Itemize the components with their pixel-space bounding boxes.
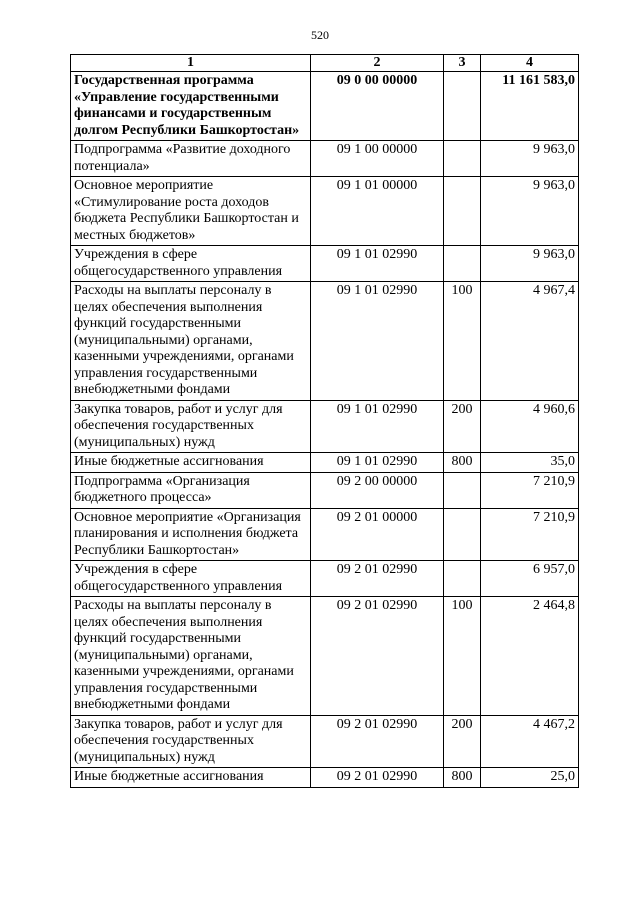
table-row [71,472,579,508]
row-type-cell: 100 [444,597,481,716]
row-name-cell: Основное мероприятие «Организация планирования и исполнения бюджета Республики Башкортостан» [71,508,311,561]
row-name-cell: Иные бюджетные ассигнования [71,453,311,473]
table-body [71,72,579,788]
row-code-cell: 09 2 01 00000 [311,508,444,561]
row-type-cell: 100 [444,282,481,401]
table-row [71,282,579,401]
column-header-name: 1 [71,55,311,72]
row-name-cell: Государственная программа «Управление государственными финансами и государственным долгом Республики Башкортостан» [71,72,311,141]
row-type-cell: 800 [444,768,481,788]
column-header-amount: 4 [481,55,579,72]
row-code-cell: 09 2 01 02990 [311,561,444,597]
row-amount-cell: 4 967,4 [481,282,579,401]
row-name-cell: Учреждения в сфере общегосударственного управления [71,561,311,597]
table-row [71,715,579,768]
row-type-cell: 200 [444,400,481,453]
row-type-cell [444,72,481,141]
row-name-cell: Учреждения в сфере общегосударственного управления [71,246,311,282]
row-code-cell: 09 1 01 02990 [311,453,444,473]
row-type-cell [444,246,481,282]
row-code-cell: 09 2 01 02990 [311,715,444,768]
row-amount-cell: 7 210,9 [481,472,579,508]
row-name-cell: Закупка товаров, работ и услуг для обеспечения государственных (муниципальных) нужд [71,400,311,453]
table-row [71,246,579,282]
row-amount-cell: 2 464,8 [481,597,579,716]
row-name-cell: Основное мероприятие «Стимулирование роста доходов бюджета Республики Башкортостан и местных бюджетов» [71,177,311,246]
row-type-cell [444,472,481,508]
row-name-cell: Подпрограмма «Развитие доходного потенциала» [71,141,311,177]
row-code-cell: 09 1 01 02990 [311,282,444,401]
column-header-type: 3 [444,55,481,72]
table-row [71,453,579,473]
row-amount-cell: 11 161 583,0 [481,72,579,141]
row-code-cell: 09 2 01 02990 [311,768,444,788]
row-type-cell: 800 [444,453,481,473]
row-amount-cell: 35,0 [481,453,579,473]
table-row [71,508,579,561]
table-row [71,597,579,716]
row-code-cell: 09 0 00 00000 [311,72,444,141]
row-amount-cell: 7 210,9 [481,508,579,561]
row-amount-cell: 9 963,0 [481,141,579,177]
row-name-cell: Подпрограмма «Организация бюджетного процесса» [71,472,311,508]
table-row [71,72,579,141]
row-amount-cell: 9 963,0 [481,246,579,282]
row-type-cell: 200 [444,715,481,768]
row-type-cell [444,561,481,597]
column-header-code: 2 [311,55,444,72]
page-number: 520 [311,28,329,42]
table-row [71,768,579,788]
row-amount-cell: 4 467,2 [481,715,579,768]
row-amount-cell: 6 957,0 [481,561,579,597]
table-header-row [71,55,579,72]
row-code-cell: 09 2 00 00000 [311,472,444,508]
row-code-cell: 09 1 01 00000 [311,177,444,246]
row-type-cell [444,141,481,177]
table-row [71,561,579,597]
row-code-cell: 09 1 01 02990 [311,246,444,282]
row-type-cell [444,177,481,246]
table-row [71,177,579,246]
row-name-cell: Расходы на выплаты персоналу в целях обеспечения выполнения функций государственными (муниципальными) органами, казенными учреждениями, органами управления государственными внебюджетными фондами [71,282,311,401]
row-amount-cell: 4 960,6 [481,400,579,453]
table-row [71,400,579,453]
row-code-cell: 09 2 01 02990 [311,597,444,716]
row-name-cell: Иные бюджетные ассигнования [71,768,311,788]
row-name-cell: Закупка товаров, работ и услуг для обеспечения государственных (муниципальных) нужд [71,715,311,768]
row-amount-cell: 9 963,0 [481,177,579,246]
budget-table [70,54,579,788]
row-type-cell [444,508,481,561]
table-row [71,141,579,177]
row-code-cell: 09 1 00 00000 [311,141,444,177]
row-name-cell: Расходы на выплаты персоналу в целях обеспечения выполнения функций государственными (муниципальными) органами, казенными учреждениями, органами управления государственными внебюджетными фондами [71,597,311,716]
row-amount-cell: 25,0 [481,768,579,788]
row-code-cell: 09 1 01 02990 [311,400,444,453]
